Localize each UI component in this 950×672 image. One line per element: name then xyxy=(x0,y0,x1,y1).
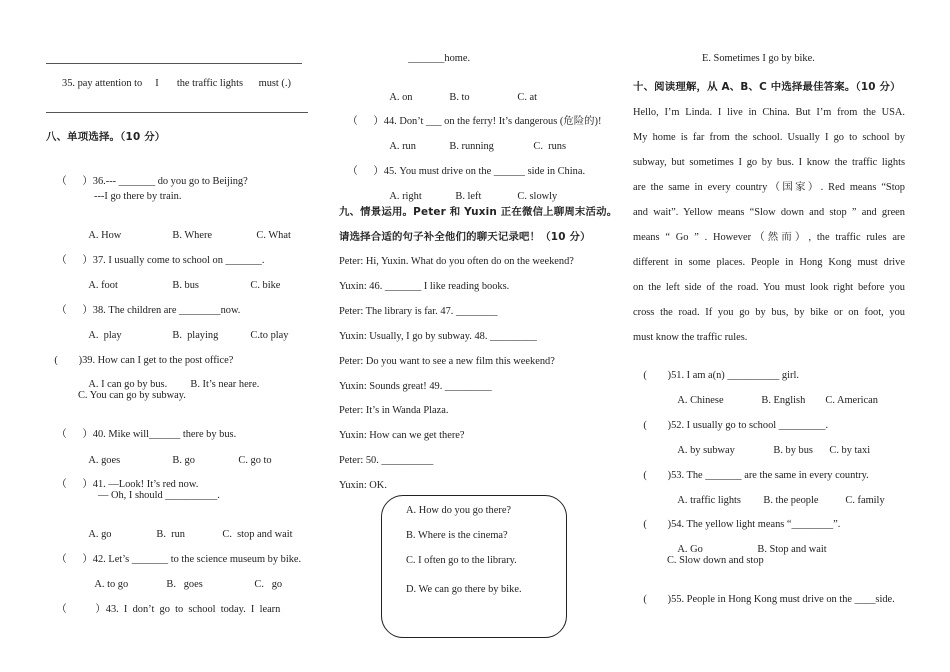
answer-line-35 xyxy=(46,112,308,113)
dialogue-line: Peter: The library is far. 47. ________ xyxy=(339,306,498,317)
answer-blank[interactable]: ( ) xyxy=(54,355,83,366)
question-54-option-c: C. Slow down and stop xyxy=(667,555,764,566)
question-text: 36.--- _______ do you go to Beijing? xyxy=(92,176,248,187)
option-c: C. at xyxy=(517,92,538,103)
answer-blank[interactable]: （ ） xyxy=(56,429,93,440)
passage-line: cross the road. If you go by bus, by bike or on foot, you xyxy=(633,307,905,318)
question-39-options-2: C. You can go by subway. xyxy=(78,390,186,401)
section-9-title: 九、情景运用。Peter 和 Yuxin 正在微信上聊周末活动。 xyxy=(339,206,618,218)
option-a: A. I can go by bus. xyxy=(88,379,168,390)
passage-line: means “ Go ” . However（然而）, the traffic rules are xyxy=(633,232,905,243)
box-option-a: A. How do you go there? xyxy=(406,505,512,516)
option-b: B. run xyxy=(156,529,185,540)
option-c: C. go xyxy=(254,579,283,590)
question-text: 41. —Look! It’s red now. xyxy=(92,479,199,490)
section-8-title: 八、单项选择。（10 分） xyxy=(46,131,166,143)
answer-blank[interactable]: ( ) xyxy=(643,519,672,530)
option-b: B. goes xyxy=(166,579,203,590)
option-a: A. by subway xyxy=(677,445,735,456)
dialogue-line: Yuxin: 46. _______ I like reading books. xyxy=(339,281,510,292)
option-c: C. slowly xyxy=(517,191,558,202)
passage-line: subway, but sometimes I go by bus. I know the traffic lights xyxy=(633,157,905,168)
option-a: A. to go xyxy=(94,579,129,590)
box-option-e: E. Sometimes I go by bike. xyxy=(702,53,815,64)
question-text: 52. I usually go to school _________. xyxy=(671,420,829,431)
passage-line: on the left side of the road. You must look right before you xyxy=(633,282,905,293)
question-43 xyxy=(46,589,280,631)
dialogue-line: Peter: It’s in Wanda Plaza. xyxy=(339,405,449,416)
option-c: C. family xyxy=(845,495,885,506)
box-option-b: B. Where is the cinema? xyxy=(406,530,508,541)
option-b: B. by bus xyxy=(773,445,813,456)
question-36-reply: ---I go there by train. xyxy=(94,191,182,202)
option-a: A. Chinese xyxy=(677,395,724,406)
question-text: 45. You must drive on the ______ side in China. xyxy=(383,166,586,177)
option-c: C. American xyxy=(825,395,878,406)
option-b: B. It’s near here. xyxy=(190,379,260,390)
question-text: 40. Mike will______ there by bus. xyxy=(92,429,237,440)
question-41-reply: — Oh, I should __________. xyxy=(98,490,220,501)
answer-blank[interactable]: （ ） xyxy=(56,604,106,615)
question-text: 44. Don’t ___ on the ferry! It’s dangerous (危险的)! xyxy=(383,116,602,127)
option-c: C. stop and wait xyxy=(222,529,293,540)
answer-blank[interactable]: （ ） xyxy=(56,255,93,266)
section-10-title: 十、阅读理解，从 A、B、C 中选择最佳答案。（10 分） xyxy=(633,81,901,93)
answer-blank[interactable]: （ ） xyxy=(56,305,93,316)
answer-blank[interactable]: （ ） xyxy=(347,166,384,177)
question-text: 39. How can I get to the post office? xyxy=(82,355,234,366)
option-b: B. playing xyxy=(172,330,219,341)
question-text: 54. The yellow light means “________”. xyxy=(671,519,841,530)
option-c: C.to play xyxy=(250,330,289,341)
answer-blank[interactable]: ( ) xyxy=(643,370,672,381)
passage-line: Hello, I’m Linda. I live in China. But I’m from the USA. xyxy=(633,107,905,118)
answer-blank[interactable]: （ ） xyxy=(56,479,93,490)
option-a: A. Go xyxy=(677,544,703,555)
option-b: B. go xyxy=(172,455,195,466)
question-text: 42. Let’s _______ to the science museum by bike. xyxy=(92,554,302,565)
option-b: B. bus xyxy=(172,280,199,291)
answer-blank[interactable]: ( ) xyxy=(643,420,672,431)
option-a: A. goes xyxy=(88,455,121,466)
passage-line: are the same in every country（国家）. Red means “Stop xyxy=(633,182,905,193)
dialogue-line: Peter: Do you want to see a new film this weekend? xyxy=(339,356,555,367)
question-55 xyxy=(633,579,895,621)
option-a: A. traffic lights xyxy=(677,495,741,506)
question-text: 55. People in Hong Kong must drive on the ____side. xyxy=(671,594,895,605)
dialogue-line: Yuxin: OK. xyxy=(339,480,387,491)
option-c: C. bike xyxy=(250,280,281,291)
option-a: A. run xyxy=(389,141,416,152)
option-b: B. the people xyxy=(763,495,819,506)
option-a: A. go xyxy=(88,529,112,540)
dialogue-line: Peter: 50. __________ xyxy=(339,455,434,466)
answer-blank[interactable]: （ ） xyxy=(347,116,384,127)
dialogue-line: Peter: Hi, Yuxin. What do you often do on the weekend? xyxy=(339,256,574,267)
box-option-c: C. I often go to the library. xyxy=(406,555,517,566)
option-a: A. play xyxy=(88,330,122,341)
passage-line: My home is far from the school. Usually I go to school by xyxy=(633,132,905,143)
option-a: A. How xyxy=(88,230,122,241)
question-text: 51. I am a(n) __________ girl. xyxy=(671,370,799,381)
answer-blank[interactable]: （ ） xyxy=(56,176,93,187)
box-option-d: D. We can go there by bike. xyxy=(406,584,522,595)
passage-line: different in some places. People in Hong Kong must drive xyxy=(633,257,905,268)
question-text: 37. I usually come to school on _______. xyxy=(92,255,265,266)
option-a: A. right xyxy=(389,191,422,202)
option-c: C. go to xyxy=(238,455,272,466)
dialogue-line: Yuxin: How can we get there? xyxy=(339,430,465,441)
answer-blank[interactable]: ( ) xyxy=(643,470,672,481)
section-9-instruction: 请选择合适的句子补全他们的聊天记录吧！（10 分） xyxy=(339,231,591,243)
option-b: B. to xyxy=(449,92,470,103)
option-a: A. foot xyxy=(88,280,118,291)
question-text: 43. I don’t go to school today. I learn xyxy=(105,604,281,615)
option-b: B. running xyxy=(449,141,494,152)
option-a: A. on xyxy=(389,92,413,103)
question-35: 35. pay attention to I the traffic lights must (.) xyxy=(62,78,291,89)
option-b: B. Stop and wait xyxy=(757,544,827,555)
answer-blank[interactable]: （ ） xyxy=(56,554,93,565)
option-c: C. by taxi xyxy=(829,445,871,456)
option-b: B. Where xyxy=(172,230,213,241)
answer-blank[interactable]: ( ) xyxy=(643,594,672,605)
option-b: B. left xyxy=(455,191,482,202)
question-text: 53. The _______ are the same in every country. xyxy=(671,470,869,481)
dialogue-line: Yuxin: Usually, I go by subway. 48. _________ xyxy=(339,331,537,342)
answer-line-34 xyxy=(46,63,302,64)
option-c: C. runs xyxy=(533,141,567,152)
option-c: C. What xyxy=(256,230,291,241)
passage-line: must know the traffic rules. xyxy=(633,332,748,343)
question-text: 38. The children are ________now. xyxy=(92,305,241,316)
dialogue-line: Yuxin: Sounds great! 49. _________ xyxy=(339,381,492,392)
option-b: B. English xyxy=(761,395,806,406)
question-43-continued: _______home. xyxy=(408,53,471,64)
passage-line: and wait”. Yellow means “Slow down and stop ” and green xyxy=(633,207,905,218)
